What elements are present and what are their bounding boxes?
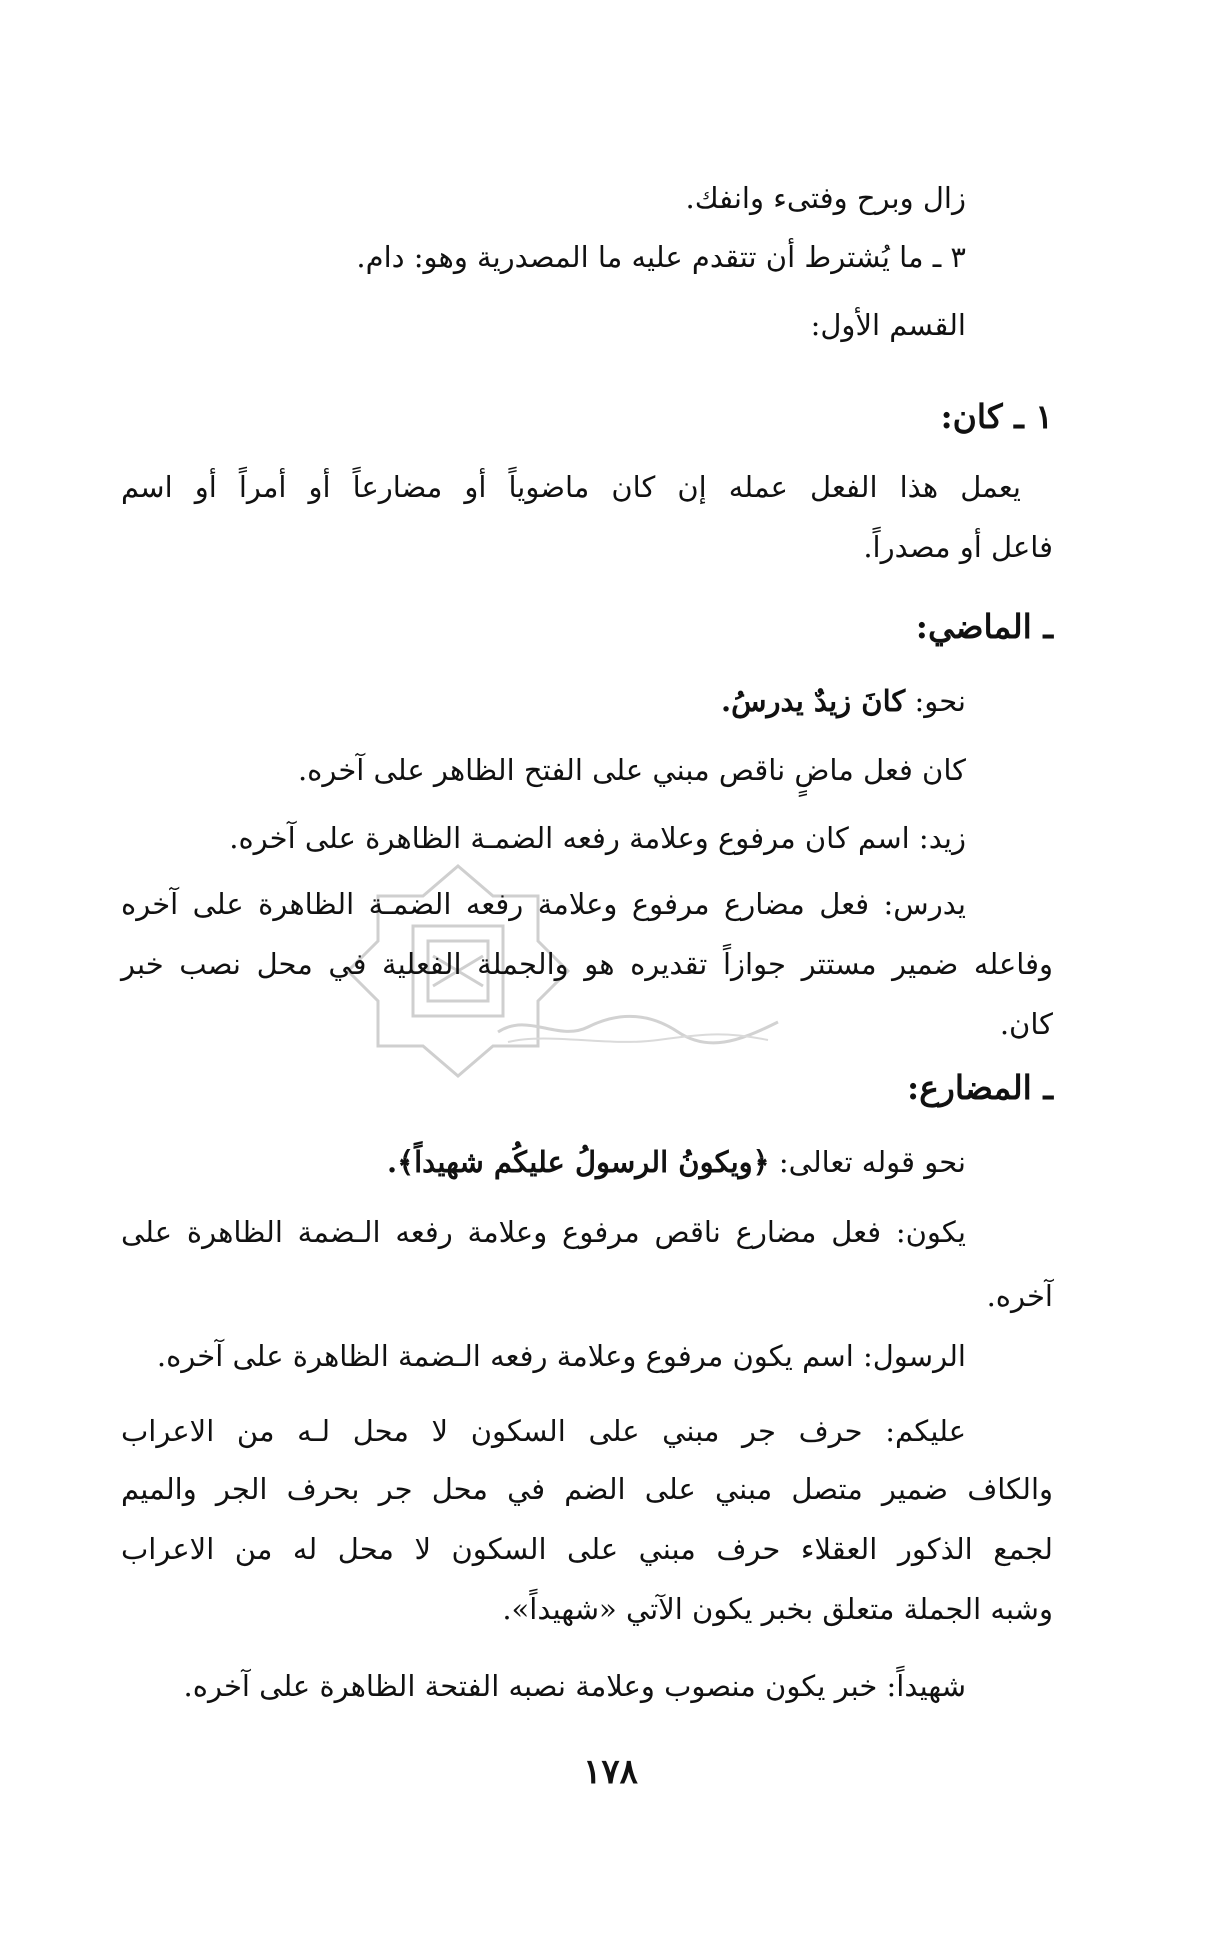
text-line-1: زال وبرح وفتىء وانفك. [685, 181, 966, 215]
parse-rasul: الرسول: اسم يكون مرفوع وعلامة رفعه الـضمة الظاهرة على آخره. [156, 1339, 966, 1373]
text-line-2: ٣ ـ ما يُشترط أن تتقدم عليه ما المصدرية وهو: دام. [356, 240, 966, 274]
example-1-sentence: كانَ زيدٌ يدرسُ. [721, 684, 906, 718]
parse-alaykum-line-4: وشبه الجملة متعلق بخبر يكون الآتي «شهيداً». [502, 1592, 1053, 1626]
paragraph-1-line-2: فاعل أو مصدراً. [863, 530, 1053, 564]
parse-zayd: زيد: اسم كان مرفوع وعلامة رفعه الضمـة الظاهرة على آخره. [229, 821, 966, 855]
parse-yadrus-line-2: وفاعله ضمير مستتر جوازاً تقديره هو والجملة الفعلية في محل نصب خبر [121, 947, 1053, 981]
parse-yakun-line-2: آخره. [986, 1279, 1053, 1313]
parse-alaykum-line-2: والكاف ضمير متصل مبني على الضم في محل جر بحرف الجر والميم [121, 1472, 1053, 1506]
example-2 [387, 1142, 966, 1182]
paragraph-1-line-1: يعمل هذا الفعل عمله إن كان ماضوياً أو مضارعاً أو أمراً أو اسم [121, 470, 1021, 504]
heading-past: ـ الماضي: [915, 607, 1053, 646]
example-2-verse: ﴿ويكونُ الرسولُ عليكُم شهيداً﴾. [387, 1145, 770, 1179]
parse-kana: كان فعل ماضٍ ناقص مبني على الفتح الظاهر على آخره. [297, 753, 966, 787]
example-1 [721, 681, 966, 721]
parse-alaykum-line-3: لجمع الذكور العقلاء حرف مبني على السكون لا محل له من الاعراب [121, 1532, 1053, 1566]
text-line-3: القسم الأول: [810, 308, 966, 342]
watermark-script [488, 1002, 788, 1052]
parse-yadrus-line-1: يدرس: فعل مضارع مرفوع وعلامة رفعه الضمـة الظاهرة على آخره [121, 887, 966, 921]
parse-yadrus-line-3: كان. [999, 1007, 1053, 1041]
heading-present: ـ المضارع: [907, 1068, 1053, 1107]
parse-alaykum-line-1: عليكم: حرف جر مبني على السكون لا محل لـه من الاعراب [121, 1414, 966, 1448]
page-number: ١٧٨ [583, 1752, 638, 1792]
example-1-prefix: نحو: [914, 684, 966, 718]
parse-shahid: شهيداً: خبر يكون منصوب وعلامة نصبه الفتحة الظاهرة على آخره. [183, 1669, 966, 1703]
parse-yakun-line-1: يكون: فعل مضارع ناقص مرفوع وعلامة رفعه الـضمة الظاهرة على [121, 1215, 966, 1249]
example-2-prefix: نحو قوله تعالى: [778, 1145, 966, 1179]
heading-kana: ١ ـ كان: [940, 397, 1053, 436]
